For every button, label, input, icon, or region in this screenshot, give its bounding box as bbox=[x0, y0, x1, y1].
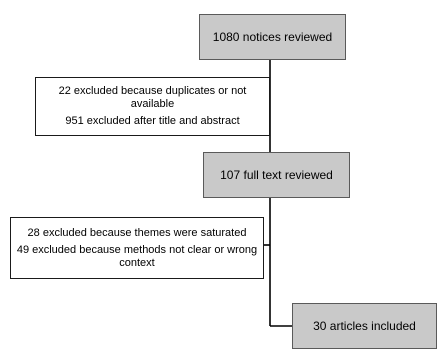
exclusion-themes-saturated-label: 28 excluded because themes were saturated bbox=[27, 226, 247, 239]
full-text-reviewed-box bbox=[203, 152, 350, 198]
exclusion-title-abstract-label: 951 excluded after title and abstract bbox=[65, 115, 240, 127]
notices-reviewed-box bbox=[199, 14, 346, 60]
articles-included-label: 30 articles included bbox=[313, 319, 416, 333]
notices-reviewed-label: 1080 notices reviewed bbox=[212, 30, 333, 44]
exclusion-methods-unclear-label: 49 excluded because methods not clear or wrong context bbox=[16, 243, 258, 269]
exclusion-duplicates-label: 22 excluded because duplicates or not available bbox=[58, 85, 247, 110]
full-text-reviewed-label: 107 full text reviewed bbox=[220, 168, 333, 182]
exclusion-box-screening bbox=[35, 77, 270, 136]
exclusion-box-full-text bbox=[10, 217, 264, 279]
articles-included-box bbox=[292, 303, 437, 349]
